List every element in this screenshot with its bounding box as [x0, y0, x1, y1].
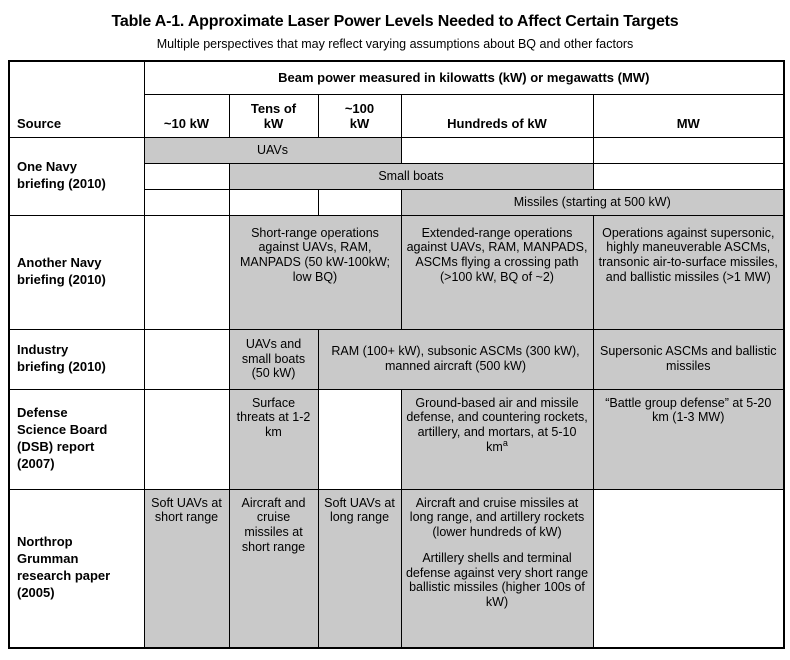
table-row [9, 137, 784, 163]
cell-dsb-ground-based-defense-text: Ground-based air and missile defense, and countering rockets, artillery, and mortars, at 5-10 km [406, 395, 588, 454]
cell-industry-ram-ascm-aircraft: RAM (100+ kW), subsonic ASCMs (300 kW), manned aircraft (500 kW) [318, 329, 593, 389]
table-row [9, 329, 784, 389]
cell-northrop-hundreds-kw [401, 489, 593, 648]
empty-cell [318, 189, 401, 215]
empty-cell [593, 163, 784, 189]
column-header-100kw-label: ~100 kW [344, 100, 375, 132]
empty-cell [144, 215, 229, 329]
empty-cell [144, 163, 229, 189]
table-title: Table A-1. Approximate Laser Power Levels Needed to Affect Certain Targets [111, 13, 679, 30]
cell-northrop-soft-uavs-long: Soft UAVs at long range [318, 489, 401, 648]
source-one-navy-briefing: One Navy briefing (2010) [9, 137, 144, 215]
source-industry-briefing: Industry briefing (2010) [9, 329, 144, 389]
cell-one-navy-uavs: UAVs [144, 137, 401, 163]
empty-cell [144, 189, 229, 215]
laser-power-table [8, 60, 785, 649]
table-row [9, 489, 784, 648]
column-header-tens-of-kw [229, 94, 318, 137]
column-header-tens-of-kw-label: Tens of kW [250, 100, 297, 132]
table-row [9, 215, 784, 329]
footnote-marker-a: a [502, 437, 508, 448]
cell-dsb-battle-group-defense: “Battle group defense” at 5-20 km (1-3 MW) [593, 389, 784, 489]
column-header-10kw: ~10 kW [144, 94, 229, 137]
table-subtitle: Multiple perspectives that may reflect varying assumptions about BQ and other factors [156, 37, 634, 51]
empty-cell [144, 389, 229, 489]
cell-industry-supersonic-ascms: Supersonic ASCMs and ballistic missiles [593, 329, 784, 389]
cell-one-navy-missiles: Missiles (starting at 500 kW) [401, 189, 784, 215]
column-header-100kw [318, 94, 401, 137]
beam-power-header: Beam power measured in kilowatts (kW) or megawatts (MW) [144, 61, 784, 94]
table-row [9, 389, 784, 489]
column-header-hundreds-of-kw: Hundreds of kW [401, 94, 593, 137]
column-header-source: Source [9, 61, 144, 137]
cell-dsb-surface-threats: Surface threats at 1-2 km [229, 389, 318, 489]
cell-another-navy-short-range: Short-range operations against UAVs, RAM, MANPADS (50 kW-100kW; low BQ) [229, 215, 401, 329]
source-northrop-grumman-paper: Northrop Grumman research paper (2005) [9, 489, 144, 648]
cell-one-navy-small-boats: Small boats [229, 163, 593, 189]
cell-northrop-artillery-shells: Artillery shells and terminal defense against very short range ballistic missiles (higher 100s of kW) [405, 550, 589, 609]
cell-industry-uavs-small-boats: UAVs and small boats (50 kW) [229, 329, 318, 389]
column-header-mw: MW [593, 94, 784, 137]
empty-cell [229, 189, 318, 215]
empty-cell [593, 489, 784, 648]
empty-cell [144, 329, 229, 389]
source-dsb-report: Defense Science Board (DSB) report (2007) [9, 389, 144, 489]
empty-cell [593, 137, 784, 163]
source-another-navy-briefing: Another Navy briefing (2010) [9, 215, 144, 329]
cell-another-navy-mw-operations: Operations against supersonic, highly maneuverable ASCMs, transonic air-to-surface missiles, and ballistic missiles (>1 MW) [593, 215, 784, 329]
cell-northrop-soft-uavs-short: Soft UAVs at short range [144, 489, 229, 648]
empty-cell [318, 389, 401, 489]
cell-another-navy-extended-range: Extended-range operations against UAVs, RAM, MANPADS, ASCMs flying a crossing path (>100 kW, BQ of ~2) [401, 215, 593, 329]
cell-dsb-ground-based-defense [401, 389, 593, 489]
cell-northrop-aircraft-cruise-short: Aircraft and cruise missiles at short range [229, 489, 318, 648]
cell-northrop-aircraft-cruise-long: Aircraft and cruise missiles at long range, and artillery rockets (lower hundreds of kW) [409, 495, 585, 539]
empty-cell [401, 137, 593, 163]
